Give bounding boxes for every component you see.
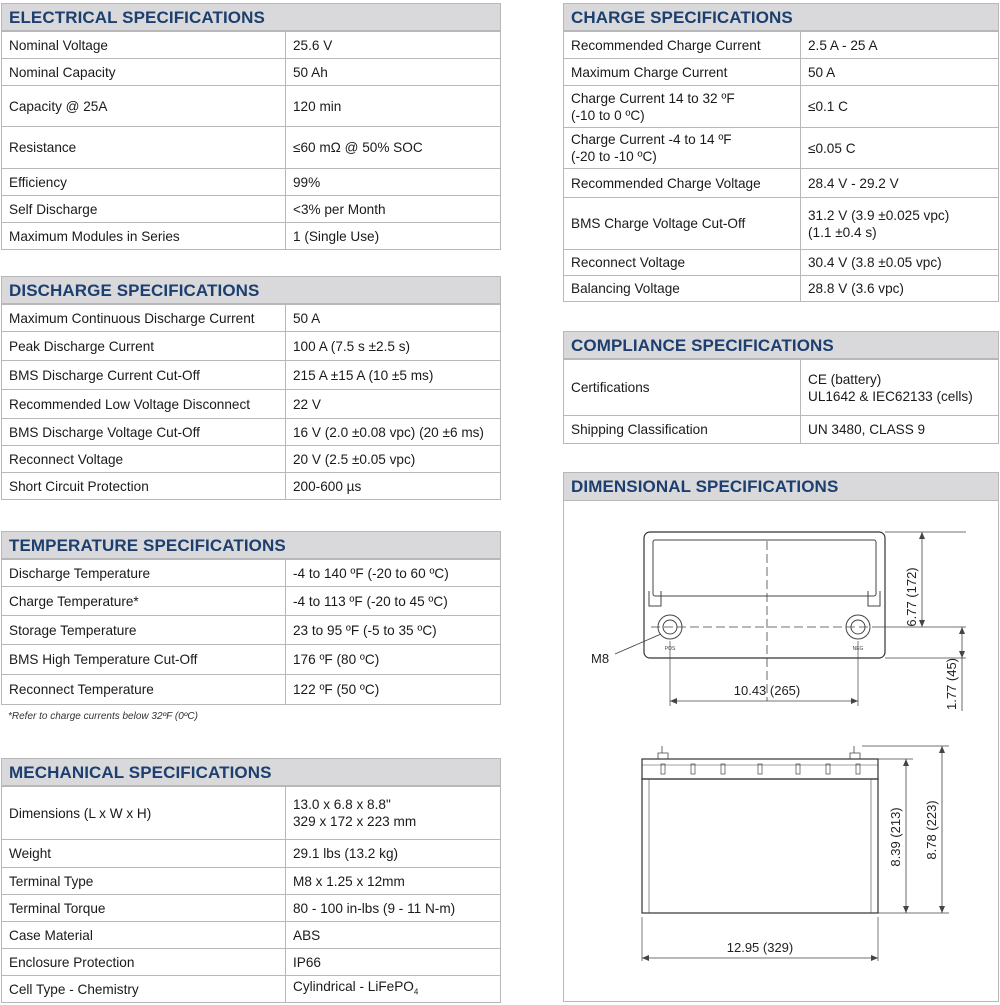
spec-value-line: CE (battery): [808, 371, 882, 387]
spec-value: 2.5 A - 25 A: [801, 32, 999, 59]
table-row: [564, 360, 999, 416]
pos-label: POS: [664, 646, 676, 652]
table-row: [2, 645, 501, 675]
spec-value-line: 13.0 x 6.8 x 8.8": [293, 797, 391, 812]
spec-label-line: (-20 to -10 ºC): [571, 149, 657, 164]
table-row: [2, 560, 501, 587]
spec-label: Resistance: [2, 127, 286, 169]
mechanical-table: [1, 786, 501, 1003]
spec-label: Case Material: [2, 922, 286, 949]
table-row: [564, 416, 999, 444]
spec-label: BMS Charge Voltage Cut-Off: [564, 198, 801, 250]
table-row: [2, 390, 501, 419]
compliance-table: [563, 359, 999, 444]
spec-label: Recommended Low Voltage Disconnect: [2, 390, 286, 419]
case-height-label: 8.39 (213): [888, 807, 903, 867]
spec-label: Cell Type - Chemistry: [2, 976, 286, 1003]
spec-value: ≤0.05 C: [801, 128, 999, 169]
spec-label: Capacity @ 25A: [2, 86, 286, 127]
table-row: [564, 198, 999, 250]
spec-value: 1 (Single Use): [286, 223, 501, 250]
battery-top-view: [591, 532, 966, 711]
spec-label: Discharge Temperature: [2, 560, 286, 587]
spec-label: Maximum Modules in Series: [2, 223, 286, 250]
spec-label: Certifications: [564, 360, 801, 416]
spec-label: BMS Discharge Voltage Cut-Off: [2, 419, 286, 446]
spec-value: 23 to 95 ºF (-5 to 35 ºC): [286, 616, 501, 645]
spec-value-text: Cylindrical - LiFePO: [293, 978, 414, 994]
table-row: [2, 332, 501, 361]
spec-value: -4 to 140 ºF (-20 to 60 ºC): [286, 560, 501, 587]
spec-value: 200-600 µs: [286, 473, 501, 500]
spec-label: Nominal Voltage: [2, 32, 286, 59]
spec-label: [564, 128, 801, 169]
spec-value: 99%: [286, 169, 501, 196]
spec-value: -4 to 113 ºF (-20 to 45 ºC): [286, 587, 501, 616]
spec-label: Weight: [2, 840, 286, 868]
spec-value: 120 min: [286, 86, 501, 127]
spec-label: Recommended Charge Current: [564, 32, 801, 59]
discharge-table: [1, 304, 501, 500]
mechanical-specifications: [1, 758, 501, 1003]
table-row: [2, 86, 501, 127]
spec-value: [286, 976, 501, 1003]
electrical-table: [1, 31, 501, 250]
spec-label: Dimensions (L x W x H): [2, 787, 286, 840]
side-width-label: 12.95 (329): [726, 940, 794, 955]
temperature-table: [1, 559, 501, 705]
charge-header: CHARGE SPECIFICATIONS: [563, 3, 999, 31]
table-row: [2, 895, 501, 922]
spec-label-line: (-10 to 0 ºC): [571, 107, 645, 123]
spec-value: 16 V (2.0 ±0.08 vpc) (20 ±6 ms): [286, 419, 501, 446]
spec-label: Nominal Capacity: [2, 59, 286, 86]
spec-label: Shipping Classification: [564, 416, 801, 444]
discharge-specifications: [1, 276, 501, 500]
spec-value: ≤60 mΩ @ 50% SOC: [286, 127, 501, 169]
spec-label: BMS High Temperature Cut-Off: [2, 645, 286, 675]
spec-value: ≤0.1 C: [801, 86, 999, 128]
spec-value: 29.1 lbs (13.2 kg): [286, 840, 501, 868]
spec-value: 20 V (2.5 ±0.05 vpc): [286, 446, 501, 473]
spec-label: Charge Temperature*: [2, 587, 286, 616]
table-row: [2, 976, 501, 1003]
spec-value-line: 31.2 V (3.9 ±0.025 vpc): [808, 207, 950, 223]
charge-specifications: [563, 3, 999, 302]
spec-value: 100 A (7.5 s ±2.5 s): [286, 332, 501, 361]
spec-label: Self Discharge: [2, 196, 286, 223]
spec-value: 50 A: [801, 59, 999, 86]
spec-label: Efficiency: [2, 169, 286, 196]
spec-value: IP66: [286, 949, 501, 976]
discharge-header: DISCHARGE SPECIFICATIONS: [1, 276, 501, 304]
table-row: [2, 223, 501, 250]
spec-value: [801, 198, 999, 250]
table-row: [2, 446, 501, 473]
spec-value: 28.8 V (3.6 vpc): [801, 276, 999, 302]
spec-value: 80 - 100 in-lbs (9 - 11 N-m): [286, 895, 501, 922]
electrical-header: ELECTRICAL SPECIFICATIONS: [1, 3, 501, 31]
spec-value: 22 V: [286, 390, 501, 419]
top-height-label: 6.77 (172): [904, 567, 919, 627]
spec-value: 176 ºF (80 ºC): [286, 645, 501, 675]
spec-value: M8 x 1.25 x 12mm: [286, 868, 501, 895]
temperature-specifications: [1, 531, 501, 705]
table-row: [564, 128, 999, 169]
temperature-footnote: *Refer to charge currents below 32ºF (0ºC): [8, 711, 198, 722]
spec-label: Recommended Charge Voltage: [564, 169, 801, 198]
spec-value: [801, 360, 999, 416]
spec-value-line: UL1642 & IEC62133 (cells): [808, 388, 973, 404]
spec-label: Storage Temperature: [2, 616, 286, 645]
spec-label: Reconnect Voltage: [2, 446, 286, 473]
dimension-drawing: [564, 501, 998, 1001]
spec-value-line: (1.1 ±0.4 s): [808, 224, 877, 240]
mechanical-header: MECHANICAL SPECIFICATIONS: [1, 758, 501, 786]
table-row: [2, 473, 501, 500]
table-row: [564, 32, 999, 59]
compliance-specifications: [563, 331, 999, 444]
spec-value: 28.4 V - 29.2 V: [801, 169, 999, 198]
charge-table: [563, 31, 999, 302]
spec-label-line: Charge Current -4 to 14 ºF: [571, 132, 732, 147]
spec-value: 215 A ±15 A (10 ±5 ms): [286, 361, 501, 390]
compliance-header: COMPLIANCE SPECIFICATIONS: [563, 331, 999, 359]
table-row: [2, 196, 501, 223]
table-row: [2, 305, 501, 332]
spec-value-subscript: 4: [413, 987, 419, 997]
spec-value-line: 329 x 172 x 223 mm: [293, 814, 417, 829]
spec-label: Terminal Type: [2, 868, 286, 895]
battery-side-view: [642, 746, 949, 961]
table-row: [2, 59, 501, 86]
spec-label: BMS Discharge Current Cut-Off: [2, 361, 286, 390]
table-row: [2, 419, 501, 446]
spec-value: [286, 787, 501, 840]
table-row: [564, 169, 999, 198]
table-row: [2, 868, 501, 895]
spec-value: UN 3480, CLASS 9: [801, 416, 999, 444]
spec-value: ABS: [286, 922, 501, 949]
table-row: [2, 127, 501, 169]
top-width-label: 10.43 (265): [733, 683, 801, 698]
spec-label: Maximum Charge Current: [564, 59, 801, 86]
spec-label: Enclosure Protection: [2, 949, 286, 976]
table-row: [2, 840, 501, 868]
table-row: [2, 32, 501, 59]
table-row: [564, 250, 999, 276]
m8-label: M8: [591, 651, 610, 666]
table-row: [2, 949, 501, 976]
table-row: [2, 787, 501, 840]
spec-label: Reconnect Temperature: [2, 675, 286, 705]
spec-value: <3% per Month: [286, 196, 501, 223]
table-row: [2, 169, 501, 196]
table-row: [2, 922, 501, 949]
spec-value: 122 ºF (50 ºC): [286, 675, 501, 705]
dimensional-header: DIMENSIONAL SPECIFICATIONS: [564, 473, 998, 501]
spec-value: 50 A: [286, 305, 501, 332]
neg-label: NEG: [852, 646, 864, 652]
spec-label: Peak Discharge Current: [2, 332, 286, 361]
spec-label: Reconnect Voltage: [564, 250, 801, 276]
table-row: [2, 587, 501, 616]
spec-value: 25.6 V: [286, 32, 501, 59]
spec-value: 50 Ah: [286, 59, 501, 86]
spec-value: 30.4 V (3.8 ±0.05 vpc): [801, 250, 999, 276]
spec-label: Short Circuit Protection: [2, 473, 286, 500]
spec-label: Terminal Torque: [2, 895, 286, 922]
spec-label: Maximum Continuous Discharge Current: [2, 305, 286, 332]
total-height-label: 8.78 (223): [924, 800, 939, 860]
table-row: [564, 276, 999, 302]
top-offset-label: 1.77 (45): [944, 657, 959, 711]
table-row: [564, 59, 999, 86]
table-row: [2, 616, 501, 645]
spec-label: Balancing Voltage: [564, 276, 801, 302]
table-row: [564, 86, 999, 128]
spec-label-line: Charge Current 14 to 32 ºF: [571, 90, 735, 106]
electrical-specifications: [1, 3, 501, 250]
dimensional-specifications: [563, 472, 999, 1002]
temperature-header: TEMPERATURE SPECIFICATIONS: [1, 531, 501, 559]
table-row: [2, 675, 501, 705]
spec-label: [564, 86, 801, 128]
table-row: [2, 361, 501, 390]
